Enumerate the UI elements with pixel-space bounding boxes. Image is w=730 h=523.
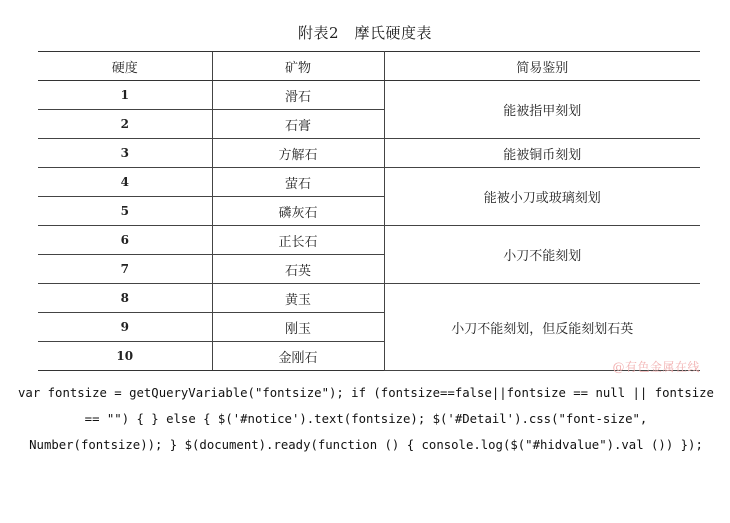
- mineral-cell: 石英: [212, 255, 384, 284]
- header-mineral: 矿物: [212, 52, 384, 81]
- hardness-cell: 6: [38, 226, 212, 255]
- script-text: var fontsize = getQueryVariable("fontsize"); if (fontsize==false||fontsize == null || fontsize == "") { } else { $('#notice').text(fontsize); $('#Detail').css("font-size", Number(fontsize)); } $(document).ready(function () { console.log($("#hidvalue").val ()) });: [18, 386, 714, 452]
- header-hardness: 硬度: [38, 52, 212, 81]
- hardness-cell: 10: [38, 342, 212, 371]
- hardness-cell: 1: [38, 81, 212, 110]
- identification-cell: 能被小刀或玻璃刻划: [384, 168, 700, 226]
- hardness-cell: 9: [38, 313, 212, 342]
- table-row: [38, 284, 700, 313]
- table-header-row: [38, 52, 700, 81]
- hardness-cell: 5: [38, 197, 212, 226]
- mineral-cell: 金刚石: [212, 342, 384, 371]
- mineral-cell: 黄玉: [212, 284, 384, 313]
- mineral-cell: 石膏: [212, 110, 384, 139]
- identification-cell: 小刀不能刻划，但反能刻划石英: [384, 284, 700, 371]
- mohs-hardness-table: [38, 51, 700, 371]
- mineral-cell: 滑石: [212, 81, 384, 110]
- mineral-cell: 方解石: [212, 139, 384, 168]
- hardness-cell: 2: [38, 110, 212, 139]
- hardness-cell: 4: [38, 168, 212, 197]
- mineral-cell: 磷灰石: [212, 197, 384, 226]
- table-row: [38, 139, 700, 168]
- hardness-cell: 3: [38, 139, 212, 168]
- header-identification: 简易鉴别: [384, 52, 700, 81]
- identification-cell: 能被铜币刻划: [384, 139, 700, 168]
- identification-cell: 能被指甲刻划: [384, 81, 700, 139]
- identification-cell: 小刀不能刻划: [384, 226, 700, 284]
- table-row: [38, 226, 700, 255]
- mineral-cell: 刚玉: [212, 313, 384, 342]
- mineral-cell: 萤石: [212, 168, 384, 197]
- hardness-cell: 7: [38, 255, 212, 284]
- mineral-cell: 正长石: [212, 226, 384, 255]
- watermark: @有色金属在线: [612, 360, 700, 374]
- table-row: [38, 81, 700, 110]
- table-title: 附表2 摩氏硬度表: [297, 24, 433, 42]
- hardness-cell: 8: [38, 284, 212, 313]
- table-row: [38, 168, 700, 197]
